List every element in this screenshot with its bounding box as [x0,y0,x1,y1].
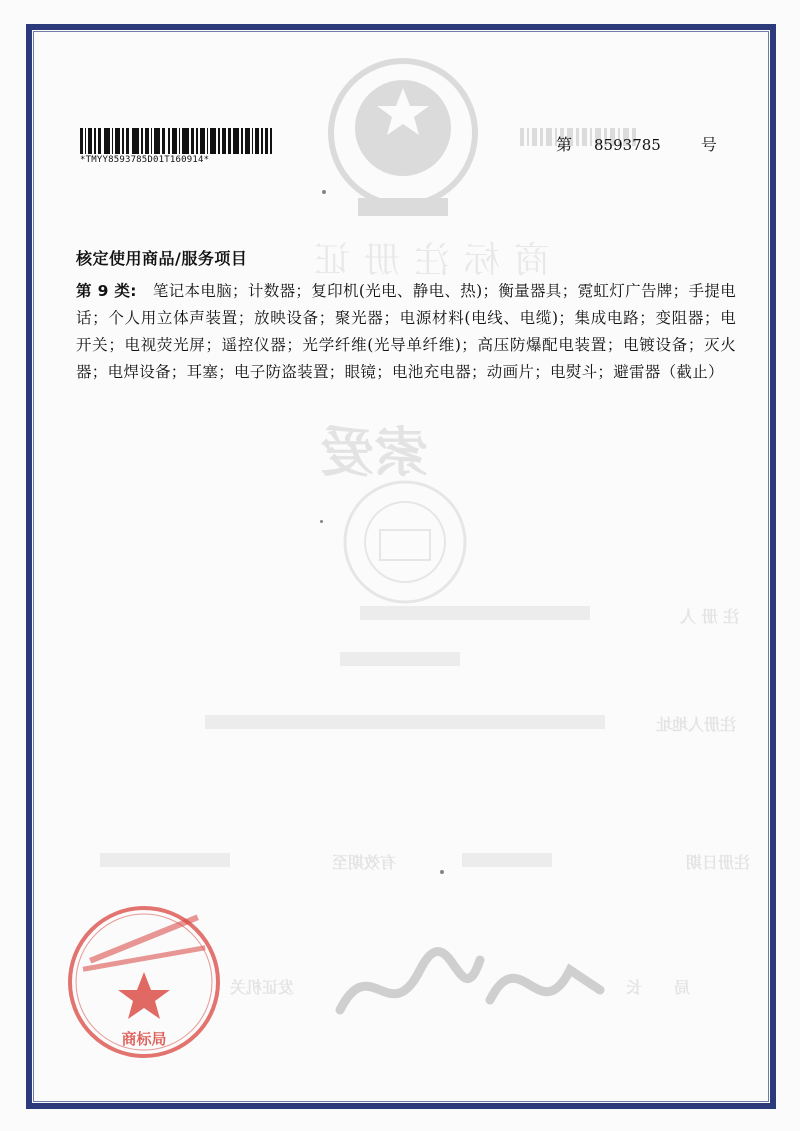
bleed-label-address: 注册人地址 [656,715,737,734]
bleed-through-mark: 索爱 [320,421,428,484]
bleed-label-reg-date: 注册日期 [686,853,751,872]
svg-text:商标局: 商标局 [121,1030,167,1048]
official-seal [64,902,224,1062]
bleed-through-title: 商标注册证 [300,240,551,281]
reg-number-suffix: 号 [700,135,717,154]
paper-speck [322,190,326,194]
bleed-label-director: 局 长 [626,978,691,997]
barcode-image [80,128,272,154]
barcode-caption: *TMYY8593785D01T160914* [80,155,210,165]
goods-class-label: 第 9 类: [76,282,137,300]
goods-items-text: 笔记本电脑；计数器；复印机(光电、静电、热)；衡量器具；霓虹灯广告牌；手提电话；个人用立体声装置；放映设备；聚光器；电源材料(电线、电缆)；集成电路；变阻器；电开关；电视荧光屏；遥控仪器；光学纤维(光导单纤维)；高压防爆配电装置；电镀设备；灭火器；电焊设备；耳塞；电子防盗装置；眼镜；电池充电器；动画片；电熨斗；避雷器（截止） [76,282,736,381]
registration-number [556,132,717,155]
bleed-label-valid: 有效期至 [332,853,397,872]
bleed-label-issuer: 发证机关 [230,978,295,997]
section-title: 核定使用商品/服务项目 [76,249,248,268]
paper-speck [440,870,444,874]
reg-number-value: 8593785 [594,136,661,154]
paper-speck [320,520,323,523]
bleed-label-registrant: 注 册 人 [680,607,740,626]
goods-class-paragraph [76,278,736,386]
reg-number-prefix: 第 [556,135,573,154]
